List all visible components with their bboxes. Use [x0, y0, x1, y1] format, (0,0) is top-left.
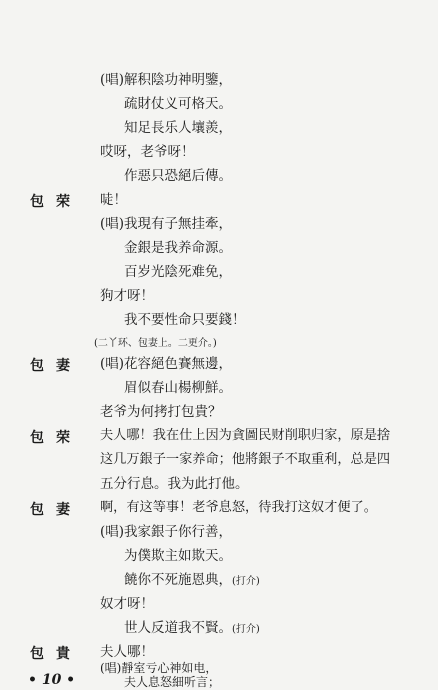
text-line: 唗！ [100, 192, 127, 208]
text-line: 夫人哪！我在仕上因为貪圖民财削职归家，原是捨 [100, 428, 391, 443]
text-line: 哎呀，老爷呀！ [100, 144, 195, 160]
text-line: 夫人息怒細听言； [124, 675, 221, 689]
text-line [124, 572, 260, 590]
text-line: (唱)我現有子無挂牽， [100, 216, 233, 232]
speaker-label: 包荣 [30, 194, 82, 210]
text-line: 狗才呀！ [100, 288, 154, 304]
text-line: 知足長乐人壤羨， [124, 120, 232, 136]
speaker-label: 包妻 [30, 358, 82, 374]
text-line: (唱)靜室亏心神如电， [100, 661, 218, 675]
stage-direction: (打介) [232, 576, 260, 587]
text-line: 疏財仗义可格天。 [124, 96, 232, 112]
text-line-main: 饒你不死施恩典， [124, 572, 232, 588]
text-line: 我不要性命只要錢！ [124, 312, 246, 328]
speaker-label: 包貴 [30, 646, 82, 662]
text-line: 五分行息。我为此打他。 [100, 476, 249, 492]
text-line: (唱)我家銀子你行善， [100, 524, 233, 540]
stage-direction: (二丫环、包妻上。二更介。) [94, 338, 217, 349]
text-line: 为僕欺主如欺天。 [124, 548, 232, 564]
text-line: 老爷为何拷打包貴？ [100, 404, 222, 420]
text-line: 这几万銀子一家养命；他將銀子不取重利，总是四 [100, 452, 391, 467]
text-line: 金銀是我养命源。 [124, 240, 232, 256]
stage-direction: (打介) [232, 624, 260, 635]
text-line: 眉似春山楊柳鮮。 [124, 380, 232, 396]
speaker-label: 包荣 [30, 430, 82, 446]
text-line: (唱)花容絕色賽無邊， [100, 356, 233, 372]
page-number: • 10 • [28, 672, 76, 688]
speaker-label: 包妻 [30, 502, 82, 518]
text-line-main: 世人反道我不賢。 [124, 620, 232, 636]
text-line: (唱)解积陰功神明鑒， [100, 72, 233, 88]
text-line: 啊，有这等事！老爷息怒，待我打这奴才便了。 [100, 500, 377, 515]
text-line: 奴才呀！ [100, 596, 154, 612]
text-line [124, 620, 260, 638]
text-line: 作惡只恐絕后傳。 [124, 168, 232, 184]
text-line: 夫人哪！ [100, 644, 154, 660]
text-line: 百岁光陰死难免， [124, 264, 232, 280]
